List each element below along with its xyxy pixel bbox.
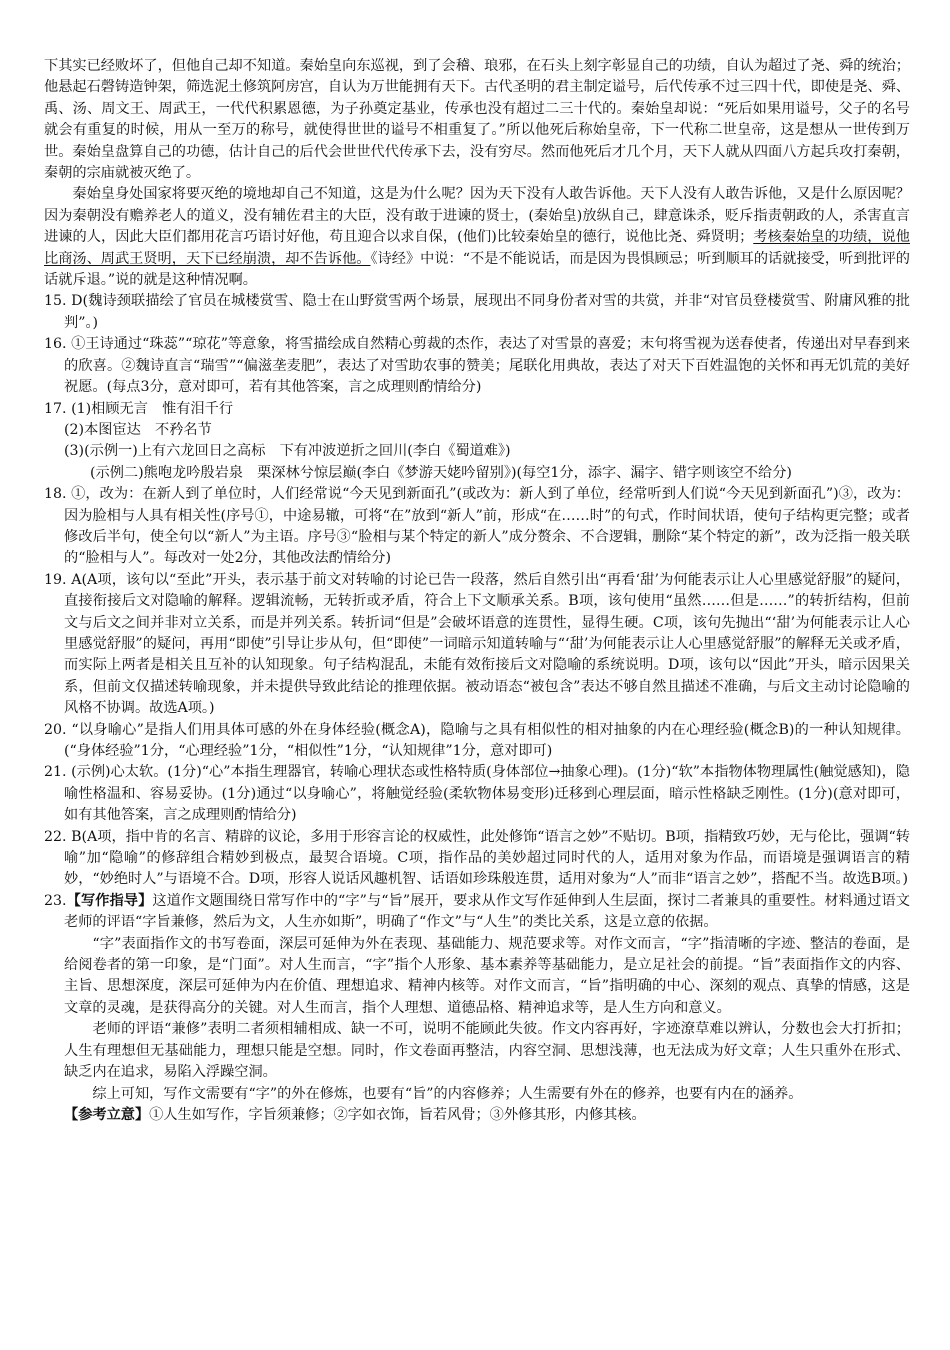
- translation-underlined-sentence: 考核秦始皇的功绩，说他比商汤、周武王贤明，天下已经崩溃，却不告诉他。: [44, 229, 910, 267]
- translation-paragraph-2-part-b: 《诗经》中说：“不是不能说话，而是因为畏惧顾忌；听到顺耳的话就接受，听到批评的话就斥退。”说的就是这种情况啊。: [44, 250, 910, 289]
- answer-18: 18. ①，改为：在新人到了单位时，人们经常说“今天见到新面孔”(或改为：新人到了单位，经常听到人们说“今天见到新面孔”)③，改为：因为脸相与人具有相关性(序号①，中途易辙，可将“在”放到“新人”前，形成“在……时”的句式，作时间状语，使句子结构更完整；或者修改后半句，使全句以“新人”为主语。序号③“脸相与某个特定的新人”成分赘余、不合逻辑，删除“某个特定的新”，改为泛指一般关联的“脸相与人”。每改对一处2分，其他改法酌情给分): [44, 486, 910, 567]
- answer-22: 22. B(A项，指中肯的名言、精辟的议论，多用于形容言论的权威性，此处修饰“语言之妙”不贴切。B项，指精致巧妙，无与伦比，强调“转喻”加“隐喻”的修辞组合精妙到极点，最契合语境。C项，指作品的美妙超过同时代的人，适用对象为作品，而语境是强调语言的精妙，“妙绝时人”与语境不合。D项，形容人说话风趣机智、话语如珍珠般连贯，适用对象为“人”而非“语言之妙”，搭配不当。故选B项。): [44, 828, 910, 888]
- answer-23-intro: [44, 891, 910, 934]
- answer-15: 15. D(魏诗颈联描绘了官员在城楼赏雪、隐士在山野赏雪两个场景，展现出不同身份者对雪的共赏，并非“对官员登楼赏雪、附庸风雅的批判”。): [44, 293, 910, 331]
- translation-paragraph-2: [44, 184, 910, 291]
- reference-theme-text: ①人生如写作，字旨须兼修；②字如衣饰，旨若风骨；③外修其形，内修其核。: [149, 1106, 646, 1123]
- answer-16: 16. ①王诗通过“珠蕊”“琼花”等意象，将雪描绘成自然精心剪裁的杰作，表达了对雪景的喜爱；末句将雪视为送春使者，传递出对早春到来的欣喜。②魏诗直言“瑞雪”“偏滋垄麦肥”，表达了对雪助农事的赞美；尾联化用典故，表达了对天下百姓温饱的关怀和再无饥荒的美好祝愿。(每点3分，意对即可，若有其他答案，言之成理则酌情给分): [44, 336, 910, 396]
- answer-17-2: (2)本图宦达 不矜名节: [64, 421, 212, 438]
- answer-17-3-example-1: (3)(示例一)上有六龙回日之高标 下有冲波逆折之回川(李白《蜀道难》): [64, 443, 511, 460]
- answer-21: 21. (示例)心太软。(1分)“心”本指生理器官，转喻心理状态或性格特质(身体部位→抽象心理)。(1分)“软”本指物体物理属性(触觉感知)，隐喻性格温和、容易妥协。(1分)通过“以身喻心”，将触觉经验(柔软物体易变形)迁移到心理层面，暗示性格缺乏刚性。(1分)(意对即可，如有其他答案，言之成理则酌情给分): [44, 764, 910, 824]
- writing-guide-paragraph-3: 综上可知，写作文需要有“字”的外在修炼，也要有“旨”的内容修养；人生需要有外在的修养，也要有内在的涵养。: [92, 1085, 803, 1102]
- answer-20: 20. “以身喻心”是指人们用具体可感的外在身体经验(概念A)，隐喻与之具有相似性的相对抽象的内在心理经验(概念B)的一种认知规律。(“身体经验”1分，“心理经验”1分，“相似性”1分，“认知规律”1分，意对即可): [44, 721, 910, 759]
- writing-guide-intro: 这道作文题围绕日常写作中的“字”与“旨”展开，要求从作文写作延伸到人生层面，探讨二者兼具的重要性。材料通过语文老师的评语“字旨兼修，然后为文，人生亦如斯”，明确了“作文”与“人生”的类比关系，这是立意的依据。: [64, 892, 910, 931]
- translation-paragraph-2-part-a: 秦始皇身处国家将要灭绝的境地却自己不知道，这是为什么呢？因为天下没有人敢告诉他。天下人没有人敢告诉他，又是什么原因呢？因为秦朝没有赡养老人的道义，没有辅佐君主的大臣，没有敢于进谏的贤士，(秦始皇)放纵自己，肆意诛杀，贬斥指责朝政的人，杀害直言进谏的人，因此大臣们都用花言巧语讨好他，苟且迎合以求自保，(他们)比较秦始皇的德行，说他比尧、舜贤明；: [44, 186, 910, 246]
- translation-paragraph-1: 下其实已经败坏了，但他自己却不知道。秦始皇向东巡视，到了会稽、琅邪，在石头上刻字彰显自己的功绩，自认为超过了尧、舜的统治；他悬起石磬铸造钟架，筛选泥土修筑阿房宫，自认为万世能拥有天下。古代圣明的君主制定谥号，后代传承不过三四十代，即使是尧、舜、禹、汤、周文王、周武王，一代代积累恩德，为子孙奠定基业，传承也没有超过二三十代的。秦始皇却说：“死后如果用谥号，父子的名号就会有重复的时候，用从一至万的称号，就使得世世的谥号不相重复了。”所以他死后称始皇帝，下一代称二世皇帝，这是想从一世传到万世。秦始皇盘算自己的功德，估计自己的后代会世世代代传承下去，没有穷尽。然而他死后才几个月，天下人就从四面八方起兵攻打秦朝，秦朝的宗庙就被灭绝了。: [44, 58, 910, 182]
- reference-theme-tag: 【参考立意】: [64, 1106, 150, 1123]
- answer-17-1: 17. (1)相顾无言 惟有泪千行: [44, 400, 234, 417]
- answer-23-number: 23.: [44, 892, 67, 909]
- answer-17-3-example-2: (示例二)熊咆龙吟殷岩泉 栗深林兮惊层巅(李白《梦游天姥吟留别》)(每空1分，添字、漏字、错字则该空不给分): [90, 464, 792, 481]
- reference-theme: [44, 1105, 910, 1126]
- writing-guide-paragraph-1: “字”表面指作文的书写卷面，深层可延伸为外在表现、基础能力、规范要求等。对作文而言，“字”指清晰的字迹、整洁的卷面，是给阅卷者的第一印象，是“门面”。对人生而言，“字”指个人形象、基本素养等基础能力，是立足社会的前提。“旨”表面指作文的内容、主旨、思想深度，深层可延伸为内在价值、理想追求、精神内核等。对作文而言，“旨”指明确的中心、深刻的观点、真挚的情感，这是文章的灵魂，是获得高分的关键。对人生而言，指个人理想、道德品格、精神追求等，是人生方向和意义。: [64, 935, 910, 1016]
- writing-guide-paragraph-2: 老师的评语“兼修”表明二者须相辅相成、缺一不可，说明不能顾此失彼。作文内容再好，字迹潦草难以辨认，分数也会大打折扣；人生有理想但无基础能力，理想只能是空想。同时，作文卷面再整洁，内容空洞、思想浅薄，也无法成为好文章；人生只重外在形式、缺乏内在追求，易陷入浮躁空洞。: [64, 1021, 910, 1081]
- answer-19: 19. A(A项，该句以“至此”开头，表示基于前文对转喻的讨论已告一段落，然后自然引出“再看‘甜’为何能表示让人心里感觉舒服”的疑问，直接衔接后文对隐喻的解释。逻辑流畅，无转折或矛盾，符合上下文顺承关系。B项，该句使用“虽然……但是……”的转折结构，但前文与后文之间并非对立关系，而是并列关系。转折词“但是”会破坏语意的连贯性，显得生硬。C项，该句先抛出“‘甜’为何能表示让人心里感觉舒服”的疑问，再用“即使”引导让步从句，但“即使”一词暗示知道转喻与“‘甜’为何能表示让人心里感觉舒服”的解释无关或矛盾，而实际上两者是相关且互补的认知现象。句子结构混乱，未能有效衔接后文对隐喻的系统说明。D项，该句以“因此”开头，暗示因果关系，但前文仅描述转喻现象，并未提供导致此结论的推理依据。被动语态“被包含”表达不够自然且描述不准确，与后文主动讨论隐喻的风格不协调。故选A项。): [44, 571, 910, 717]
- writing-guide-tag: 【写作指导】: [66, 892, 153, 909]
